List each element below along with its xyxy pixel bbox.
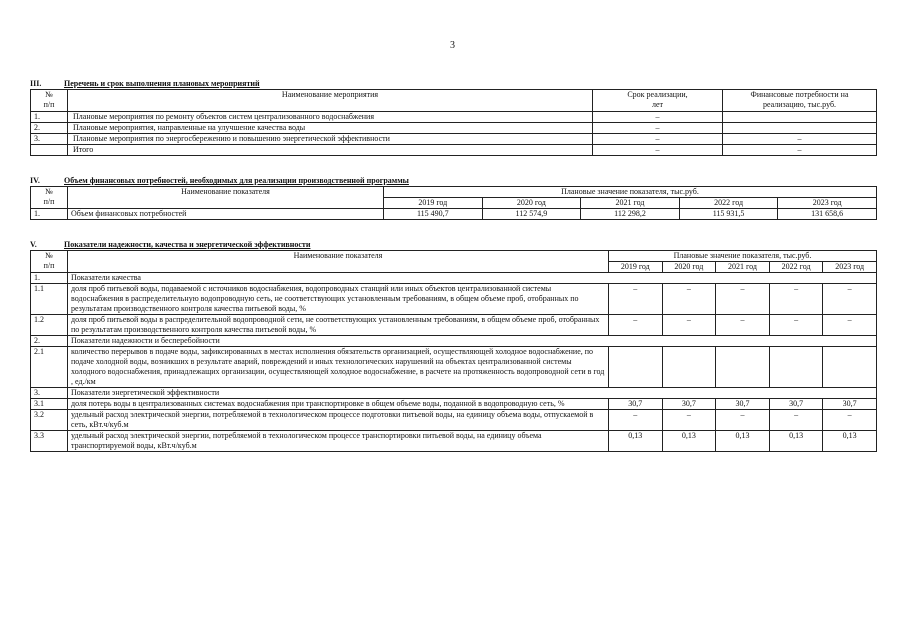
row-value: – bbox=[609, 284, 663, 315]
row-value: – bbox=[823, 315, 877, 336]
row-value: 30,7 bbox=[609, 399, 663, 410]
section-5-heading: Показатели надежности, качества и энергетической эффективности bbox=[64, 240, 311, 249]
row-value: – bbox=[769, 410, 823, 431]
section-3-title bbox=[30, 78, 876, 89]
header-financial-needs: Финансовые потребности на реализацию, тыс.руб. bbox=[723, 90, 877, 112]
row-value: – bbox=[662, 315, 716, 336]
row-name: доля потерь воды в централизованных системах водоснабжения при транспортировке в общем объеме воды, поданной в водопроводную сеть, % bbox=[68, 399, 609, 410]
row-value: 112 574,9 bbox=[482, 209, 581, 220]
header-no: № п/п bbox=[31, 187, 68, 209]
row-number: 3.2 bbox=[31, 410, 68, 431]
header-indicator-name: Наименование показателя bbox=[68, 251, 609, 273]
header-indicator-name: Наименование показателя bbox=[68, 187, 384, 209]
row-value: 0,13 bbox=[769, 431, 823, 452]
row-value: – bbox=[609, 315, 663, 336]
section-5-number: V. bbox=[30, 240, 37, 249]
row-value: – bbox=[716, 315, 770, 336]
header-event-name: Наименование мероприятия bbox=[68, 90, 593, 112]
row-value: – bbox=[716, 284, 770, 315]
header-no: № п/п bbox=[31, 90, 68, 112]
row-number: 1. bbox=[31, 112, 68, 123]
row-name: Плановые мероприятия, направленные на улучшение качества воды bbox=[68, 123, 593, 134]
header-year: 2022 год bbox=[679, 198, 778, 209]
row-value bbox=[716, 347, 770, 388]
row-value: 131 658,6 bbox=[778, 209, 877, 220]
row-term: – bbox=[593, 112, 723, 123]
group-row bbox=[31, 388, 877, 399]
table-row bbox=[31, 315, 877, 336]
section-3-number: III. bbox=[30, 79, 42, 88]
row-value: – bbox=[716, 410, 770, 431]
header-year: 2023 год bbox=[823, 262, 877, 273]
row-number: 3.3 bbox=[31, 431, 68, 452]
row-number: 1. bbox=[31, 209, 68, 220]
indicators-table bbox=[30, 250, 877, 452]
table-row bbox=[31, 209, 877, 220]
table-row bbox=[31, 410, 877, 431]
row-number: 1.2 bbox=[31, 315, 68, 336]
row-term: – bbox=[593, 145, 723, 156]
row-value: – bbox=[662, 284, 716, 315]
table-row bbox=[31, 399, 877, 410]
row-term: – bbox=[593, 123, 723, 134]
row-number: 3. bbox=[31, 388, 68, 399]
row-value: 0,13 bbox=[716, 431, 770, 452]
row-value: 30,7 bbox=[823, 399, 877, 410]
row-number bbox=[31, 145, 68, 156]
section-5-title bbox=[30, 239, 876, 250]
row-name: доля проб питьевой воды, подаваемой с источников водоснабжения, водопроводных станций или иных объектов централизованной системы водоснабжения в распределительную водопроводную сеть, не соответствующих установленным требованиям, в общем объеме проб, отобранных по результатам производственного контроля качества питьевой воды, % bbox=[68, 284, 609, 315]
events-table bbox=[30, 89, 877, 156]
row-name: удельный расход электрической энергии, потребляемой в технологическом процессе транспортировки питьевой воды, на единицу объема транспортируемой воды, кВт.ч/куб.м bbox=[68, 431, 609, 452]
group-row bbox=[31, 273, 877, 284]
section-4 bbox=[30, 175, 876, 220]
row-value: 0,13 bbox=[609, 431, 663, 452]
section-4-number: IV. bbox=[30, 176, 40, 185]
page-number: 3 bbox=[450, 40, 455, 51]
table-row bbox=[31, 145, 877, 156]
row-value bbox=[823, 347, 877, 388]
header-year: 2022 год bbox=[769, 262, 823, 273]
header-year: 2021 год bbox=[716, 262, 770, 273]
group-name: Показатели надежности и бесперебойности bbox=[68, 336, 877, 347]
row-value: – bbox=[769, 315, 823, 336]
row-value: 115 490,7 bbox=[384, 209, 483, 220]
financial-needs-table bbox=[30, 186, 877, 220]
header-year: 2023 год bbox=[778, 198, 877, 209]
group-row bbox=[31, 336, 877, 347]
section-5 bbox=[30, 239, 876, 452]
row-number: 2. bbox=[31, 336, 68, 347]
row-number: 1.1 bbox=[31, 284, 68, 315]
table-row bbox=[31, 112, 877, 123]
row-value: 0,13 bbox=[823, 431, 877, 452]
row-term: – bbox=[593, 134, 723, 145]
row-value: 30,7 bbox=[716, 399, 770, 410]
header-plan-values: Плановые значение показателя, тыс.руб. bbox=[384, 187, 877, 198]
row-value bbox=[662, 347, 716, 388]
row-value bbox=[769, 347, 823, 388]
header-year: 2019 год bbox=[609, 262, 663, 273]
row-value: – bbox=[662, 410, 716, 431]
header-no: № п/п bbox=[31, 251, 68, 273]
row-name: Плановые мероприятия по энергосбережению и повышению энергетической эффективности bbox=[68, 134, 593, 145]
section-4-heading: Объем финансовых потребностей, необходимых для реализации производственной программы bbox=[64, 176, 409, 185]
table-row bbox=[31, 431, 877, 452]
row-financial-needs bbox=[723, 112, 877, 123]
row-number: 2. bbox=[31, 123, 68, 134]
table-row bbox=[31, 347, 877, 388]
row-number: 3.1 bbox=[31, 399, 68, 410]
row-value: 115 931,5 bbox=[679, 209, 778, 220]
header-year: 2021 год bbox=[581, 198, 680, 209]
row-value: – bbox=[609, 410, 663, 431]
row-name: Объем финансовых потребностей bbox=[68, 209, 384, 220]
row-name: Плановые мероприятия по ремонту объектов систем централизованного водоснабжения bbox=[68, 112, 593, 123]
section-3-heading: Перечень и срок выполнения плановых мероприятий bbox=[64, 79, 260, 88]
header-year: 2020 год bbox=[482, 198, 581, 209]
section-3 bbox=[30, 78, 876, 156]
row-financial-needs: – bbox=[723, 134, 877, 145]
table-row bbox=[31, 284, 877, 315]
row-value: 0,13 bbox=[662, 431, 716, 452]
row-value: – bbox=[823, 410, 877, 431]
row-name: удельный расход электрической энергии, потребляемой в технологическом процессе подготовки питьевой воды, на единицу объема воды, отпускаемой в сеть, кВт.ч/куб.м bbox=[68, 410, 609, 431]
row-value: – bbox=[823, 284, 877, 315]
row-value bbox=[609, 347, 663, 388]
row-value: 30,7 bbox=[769, 399, 823, 410]
header-term: Срок реализации, лет bbox=[593, 90, 723, 112]
table-row bbox=[31, 134, 877, 145]
row-value: 30,7 bbox=[662, 399, 716, 410]
row-financial-needs: – bbox=[723, 145, 877, 156]
row-number: 1. bbox=[31, 273, 68, 284]
header-plan-values: Плановые значение показателя, тыс.руб. bbox=[609, 251, 877, 262]
row-number: 3. bbox=[31, 134, 68, 145]
group-name: Показатели качества bbox=[68, 273, 877, 284]
table-row bbox=[31, 123, 877, 134]
row-name: доля проб питьевой воды в распределительной водопроводной сети, не соответствующих установленным требованиям, в общем объеме проб, отобранных по результатам производственного контроля качества питьевой воды, % bbox=[68, 315, 609, 336]
header-year: 2020 год bbox=[662, 262, 716, 273]
row-financial-needs bbox=[723, 123, 877, 134]
group-name: Показатели энергетической эффективности bbox=[68, 388, 877, 399]
row-value: 112 298,2 bbox=[581, 209, 680, 220]
row-number: 2.1 bbox=[31, 347, 68, 388]
row-name: Итого bbox=[68, 145, 593, 156]
row-name: количество перерывов в подаче воды, зафиксированных в местах исполнения обязательств организацией, осуществляющей холодное водоснабжение, по подаче холодной воды, возникших в результате аварий, повреждений и иных технологических нарушений на объектах централизованной системы холодного водоснабжения, принадлежащих организации, осуществляющей холодное водоснабжение, в расчете на протяженность водопроводной сети в год , ед./км bbox=[68, 347, 609, 388]
row-value: – bbox=[769, 284, 823, 315]
section-4-title bbox=[30, 175, 876, 186]
header-year: 2019 год bbox=[384, 198, 483, 209]
